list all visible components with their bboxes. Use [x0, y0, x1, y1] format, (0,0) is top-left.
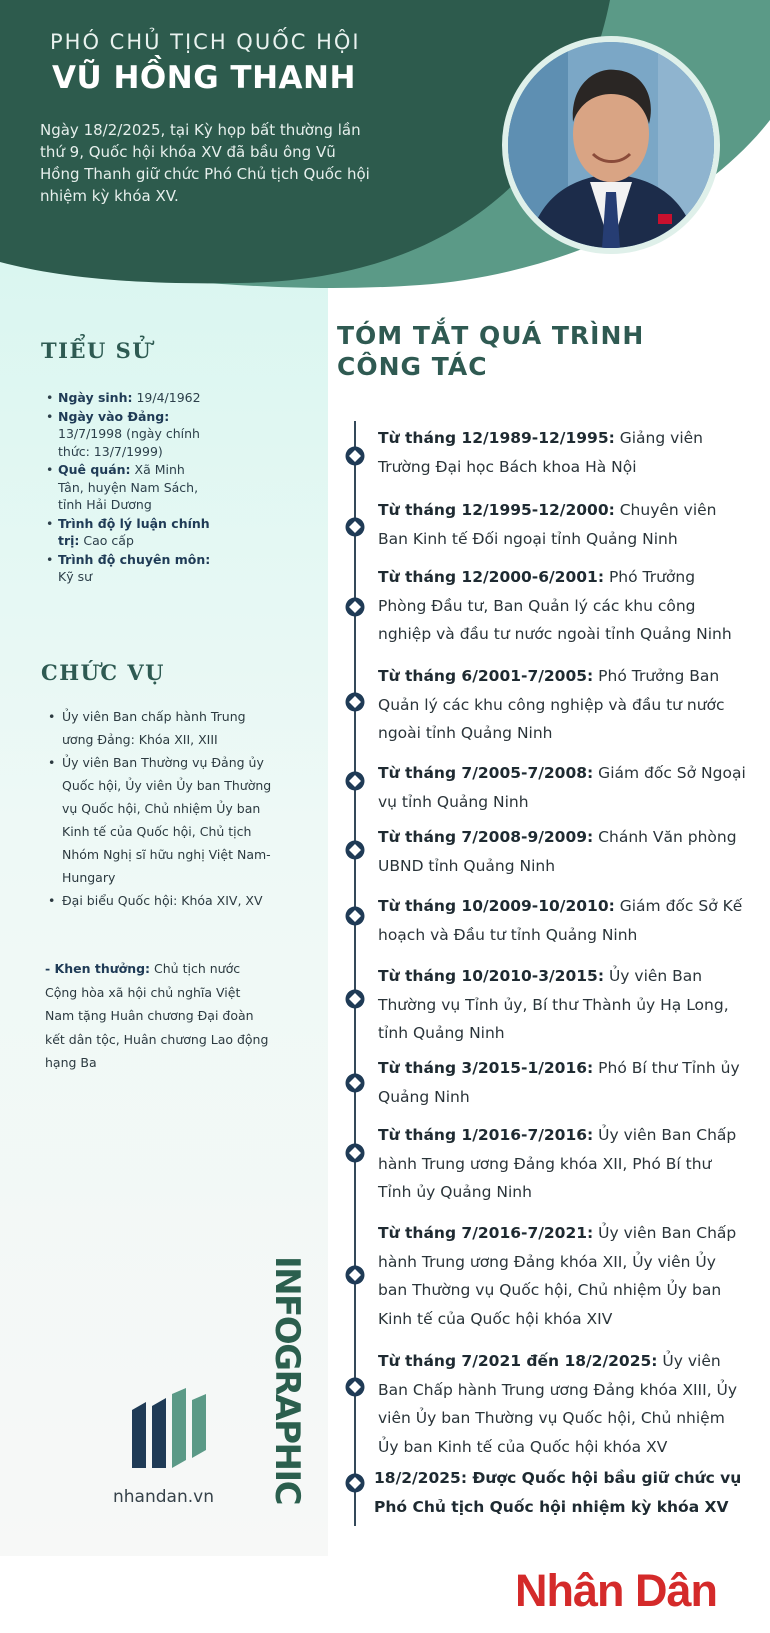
timeline-node-icon: [345, 517, 365, 537]
timeline-node-icon: [345, 446, 365, 466]
timeline-node-icon: [345, 1265, 365, 1285]
timeline-node-icon: [345, 840, 365, 860]
timeline-node-icon: [345, 1473, 365, 1493]
timeline-node-icon: [345, 1143, 365, 1163]
bio-item: • Trình độ chuyên môn: Kỹ sư: [46, 551, 211, 586]
bio-item: • Quê quán: Xã Minh Tân, huyện Nam Sách, tỉnh Hải Dương: [46, 461, 211, 514]
header-subtitle: PHÓ CHỦ TỊCH QUỐC HỘI: [50, 30, 361, 54]
timeline-node-icon: [345, 1377, 365, 1397]
timeline-node-icon: [345, 771, 365, 791]
timeline-item: Từ tháng 10/2009-10/2010: Giám đốc Sở Kế hoạch và Đầu tư tỉnh Quảng Ninh: [378, 897, 743, 944]
timeline-item: Từ tháng 10/2010-3/2015: Ủy viên Ban Thường vụ Tỉnh ủy, Bí thư Thành ủy Hạ Long, tỉnh Quảng Ninh: [378, 967, 729, 1042]
timeline-heading: TÓM TẮT QUÁ TRÌNH CÔNG TÁC: [337, 321, 645, 381]
timeline-node-icon: [345, 597, 365, 617]
nhandan-newspaper-logo: Nhân Dân: [515, 1565, 718, 1616]
position-item: • Ủy viên Ban Thường vụ Đảng ủy Quốc hội, Ủy viên Ủy ban Thường vụ Quốc hội, Chủ nhiệm Ủy ban Kinh tế của Quốc hội, Chủ tịch Nhóm Nghị sĩ hữu nghị Việt Nam-Hungary: [48, 751, 273, 889]
brand-url: nhandan.vn: [113, 1487, 214, 1507]
timeline-node-icon: [345, 1073, 365, 1093]
position-item: • Ủy viên Ban chấp hành Trung ương Đảng: Khóa XII, XIII: [48, 705, 273, 751]
header-title: VŨ HỒNG THANH: [52, 60, 356, 96]
timeline-item: Từ tháng 7/2016-7/2021: Ủy viên Ban Chấp hành Trung ương Đảng khóa XII, Ủy viên Ủy ban Thường vụ Quốc hội, Chủ nhiệm Ủy ban Kinh tế của Quốc hội khóa XIV: [378, 1224, 737, 1328]
bio-heading: TIỂU SỬ: [41, 338, 153, 363]
nhandan-bars-logo: [132, 1388, 212, 1468]
infographic-vertical-word: INFOGRAPHIC: [267, 1255, 307, 1505]
position-item: • Đại biểu Quốc hội: Khóa XIV, XV: [48, 889, 273, 912]
timeline-item: Từ tháng 12/1989-12/1995: Giảng viên Trường Đại học Bách khoa Hà Nội: [378, 429, 703, 476]
timeline-item: Từ tháng 12/2000-6/2001: Phó Trưởng Phòng Đầu tư, Ban Quản lý các khu công nghiệp và đầu tư nước ngoài tỉnh Quảng Ninh: [378, 568, 732, 643]
timeline-item: Từ tháng 3/2015-1/2016: Phó Bí thư Tỉnh ủy Quảng Ninh: [378, 1059, 740, 1106]
timeline-item: Từ tháng 7/2021 đến 18/2/2025: Ủy viên Ban Chấp hành Trung ương Đảng khóa XIII, Ủy viên Ủy ban Thường vụ Quốc hội, Chủ nhiệm Ủy ban Kinh tế của Quốc hội khóa XV: [378, 1352, 738, 1456]
timeline-node-icon: [345, 692, 365, 712]
bio-item: • Ngày vào Đảng: 13/7/1998 (ngày chính thức: 13/7/1999): [46, 408, 211, 461]
timeline-item: Từ tháng 6/2001-7/2005: Phó Trưởng Ban Quản lý các khu công nghiệp và đầu tư nước ngoài tỉnh Quảng Ninh: [378, 667, 725, 742]
timeline-node-icon: [345, 989, 365, 1009]
bio-item: • Trình độ lý luận chính trị: Cao cấp: [46, 515, 211, 550]
bio-item: • Ngày sinh: 19/4/1962: [46, 389, 211, 407]
timeline-node-icon: [345, 906, 365, 926]
timeline-item: Từ tháng 7/2008-9/2009: Chánh Văn phòng UBND tỉnh Quảng Ninh: [378, 828, 737, 875]
timeline-item: Từ tháng 7/2005-7/2008: Giám đốc Sở Ngoại vụ tỉnh Quảng Ninh: [378, 764, 746, 811]
bio-list: [46, 389, 211, 587]
award-text: - Khen thưởng: Chủ tịch nước Cộng hòa xã hội chủ nghĩa Việt Nam tặng Huân chương Đại đoàn kết dân tộc, Huân chương Lao động hạng Ba: [45, 961, 269, 1070]
timeline-item: Từ tháng 12/1995-12/2000: Chuyên viên Ban Kinh tế Đối ngoại tỉnh Quảng Ninh: [378, 501, 717, 548]
timeline-line: [354, 421, 356, 1526]
portrait-photo: [502, 36, 720, 254]
timeline-item: Từ tháng 1/2016-7/2016: Ủy viên Ban Chấp hành Trung ương Đảng khóa XII, Phó Bí thư Tỉnh ủy Quảng Ninh: [378, 1126, 737, 1201]
positions-list: [48, 705, 273, 912]
timeline-item: 18/2/2025: Được Quốc hội bầu giữ chức vụ Phó Chủ tịch Quốc hội nhiệm kỳ khóa XV: [374, 1469, 742, 1516]
header-intro: Ngày 18/2/2025, tại Kỳ họp bất thường lần thứ 9, Quốc hội khóa XV đã bầu ông Vũ Hồng Thanh giữ chức Phó Chủ tịch Quốc hội nhiệm kỳ khóa XV.: [40, 121, 370, 205]
positions-heading: CHỨC VỤ: [41, 660, 166, 685]
